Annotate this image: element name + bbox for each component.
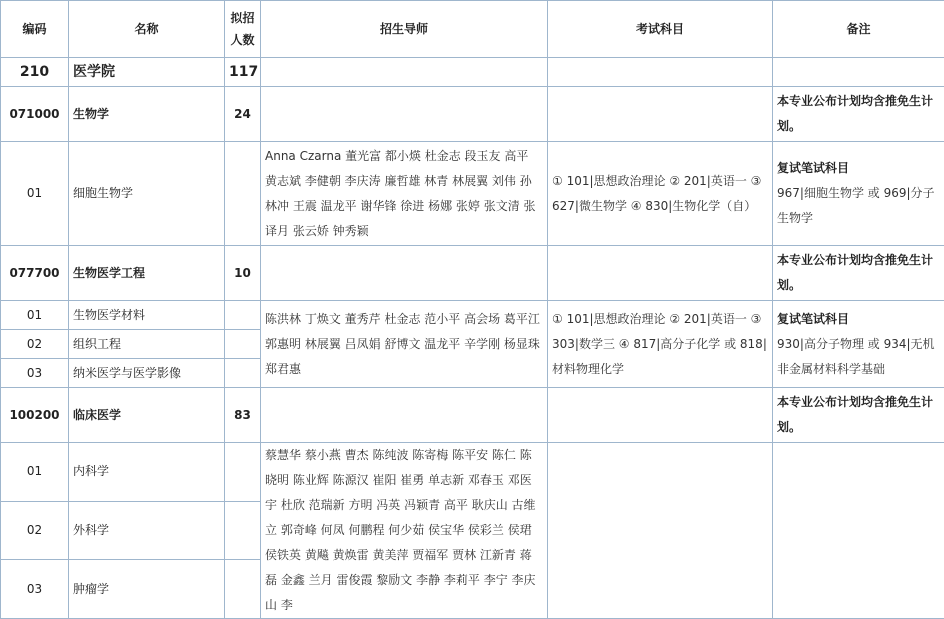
- direction-advisors: Anna Czarna 董光富 都小煐 杜金志 段玉友 高平 黄志斌 李健朝 李庆涛 廉哲雄 林青 林展翼 刘伟 孙林冲 王震 温龙平 谢华锋 徐进 杨娜 张婷 张文清 张译月 张云娇 钟秀颖: [261, 142, 548, 246]
- direction-code: 03: [1, 359, 69, 388]
- header-row: [1, 1, 944, 58]
- direction-code: 01: [1, 142, 69, 246]
- major-quota: 10: [225, 246, 261, 301]
- school-name: 医学院: [69, 58, 225, 87]
- major-quota: 83: [225, 388, 261, 443]
- direction-name: 生物医学材料: [69, 301, 225, 330]
- direction-quota-empty: [225, 330, 261, 359]
- major-advisors-empty: [261, 87, 548, 142]
- major-advisors: 陈洪林 丁焕文 董秀芹 杜金志 范小平 高会场 葛平江 郭惠明 林展翼 吕凤娟 舒博文 温龙平 辛学刚 杨显珠 郑君惠: [261, 301, 548, 388]
- major-code: 071000: [1, 87, 69, 142]
- major-exams: ① 101|思想政治理论 ② 201|英语一 ③ 303|数学三 ④ 817|高分子化学 或 818|材料物理化学: [548, 301, 773, 388]
- header-quota-text: 拟招人数: [230, 11, 254, 47]
- direction-name: 外科学: [69, 501, 225, 560]
- direction-code: 01: [1, 443, 69, 502]
- school-row: [1, 58, 944, 87]
- major-notes-empty: [773, 443, 944, 619]
- major-exams-empty: [548, 388, 773, 443]
- direction-code: 01: [1, 301, 69, 330]
- major-note: 本专业公布计划均含推免生计划。: [773, 87, 944, 142]
- major-advisors: 蔡慧华 蔡小燕 曹杰 陈纯波 陈寄梅 陈平安 陈仁 陈晓明 陈业辉 陈源汉 崔阳 崔勇 单志新 邓春玉 邓医宇 杜欣 范瑞新 方明 冯英 冯颖青 高平 耿庆山 古维立 郭奇峰 何凤 何鹏程 何少茹 侯宝华 侯彩兰 侯珺 侯铁英 黄飚 黄焕雷 黄美萍 贾福军 贾林 江新青 蒋磊 金鑫 兰月 雷俊霞 黎励文 李静 李莉平 李宁 李庆山 李: [261, 443, 548, 619]
- retest-title: 复试笔试科目: [777, 307, 940, 332]
- major-code: 100200: [1, 388, 69, 443]
- direction-quota-empty: [225, 443, 261, 502]
- header-notes: 备注: [773, 1, 944, 58]
- header-exams: 考试科目: [548, 1, 773, 58]
- direction-quota-empty: [225, 142, 261, 246]
- school-exams-empty: [548, 58, 773, 87]
- major-row: [1, 388, 944, 443]
- major-row: [1, 87, 944, 142]
- direction-quota-empty: [225, 560, 261, 619]
- direction-note: [773, 142, 944, 246]
- direction-code: 03: [1, 560, 69, 619]
- direction-name: 纳米医学与医学影像: [69, 359, 225, 388]
- direction-name: 内科学: [69, 443, 225, 502]
- direction-row: [1, 142, 944, 246]
- direction-row: [1, 443, 944, 502]
- major-name: 生物学: [69, 87, 225, 142]
- direction-quota-empty: [225, 301, 261, 330]
- major-exams-empty: [548, 443, 773, 619]
- header-name: 名称: [69, 1, 225, 58]
- school-code: 210: [1, 58, 69, 87]
- major-row: [1, 246, 944, 301]
- major-name: 生物医学工程: [69, 246, 225, 301]
- major-note: 本专业公布计划均含推免生计划。: [773, 388, 944, 443]
- major-retest-note: [773, 301, 944, 388]
- major-note: 本专业公布计划均含推免生计划。: [773, 246, 944, 301]
- direction-code: 02: [1, 501, 69, 560]
- direction-quota-empty: [225, 359, 261, 388]
- school-advisors-empty: [261, 58, 548, 87]
- major-code: 077700: [1, 246, 69, 301]
- major-name: 临床医学: [69, 388, 225, 443]
- major-quota: 24: [225, 87, 261, 142]
- school-notes-empty: [773, 58, 944, 87]
- retest-title: 复试笔试科目: [777, 156, 940, 181]
- school-quota: 117: [225, 58, 261, 87]
- retest-subjects: 930|高分子物理 或 934|无机非金属材料科学基础: [777, 332, 940, 382]
- direction-name: 组织工程: [69, 330, 225, 359]
- major-exams-empty: [548, 246, 773, 301]
- header-advisors: 招生导师: [261, 1, 548, 58]
- major-advisors-empty: [261, 246, 548, 301]
- header-quota: [225, 1, 261, 58]
- retest-subjects: 967|细胞生物学 或 969|分子生物学: [777, 181, 940, 231]
- header-code: 编码: [1, 1, 69, 58]
- major-exams-empty: [548, 87, 773, 142]
- direction-name: 细胞生物学: [69, 142, 225, 246]
- direction-code: 02: [1, 330, 69, 359]
- direction-name: 肿瘤学: [69, 560, 225, 619]
- direction-quota-empty: [225, 501, 261, 560]
- direction-row: [1, 301, 944, 330]
- direction-exams: ① 101|思想政治理论 ② 201|英语一 ③ 627|微生物学 ④ 830|生物化学（自）: [548, 142, 773, 246]
- major-advisors-empty: [261, 388, 548, 443]
